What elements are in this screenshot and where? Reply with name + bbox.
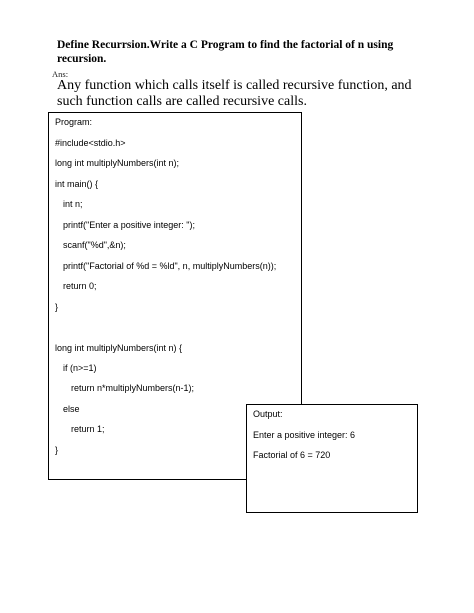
code-line-prototype: long int multiplyNumbers(int n); [55,158,180,168]
answer-text: Any function which calls itself is called recursive function, and such function calls are called recursive calls. [57,78,412,109]
output-title: Output: [253,409,283,419]
code-line-function-def: long int multiplyNumbers(int n) { [55,343,183,353]
code-line-scanf: scanf("%d",&n); [63,240,126,250]
code-line-if: if (n>=1) [63,363,97,373]
question-heading: Define Recurrsion.Write a C Program to find the factorial of n using recursion. [57,39,394,65]
program-title: Program: [55,117,93,127]
output-box [246,404,418,513]
code-line-printf-prompt: printf("Enter a positive integer: "); [63,220,195,230]
answer-label: Ans: [52,69,69,79]
code-line-printf-result: printf("Factorial of %d = %ld", n, multiplyNumbers(n)); [63,261,277,271]
output-line-prompt: Enter a positive integer: 6 [253,430,356,440]
code-line-else: else [63,404,80,414]
code-line-close-main: } [55,302,59,312]
output-line-result: Factorial of 6 = 720 [253,450,331,460]
code-line-include: #include<stdio.h> [55,138,126,148]
code-line-return-main: return 0; [63,281,97,291]
code-line-return-one: return 1; [71,424,105,434]
code-line-close-function: } [55,445,59,455]
code-line-return-recursive: return n*multiplyNumbers(n-1); [71,383,195,393]
code-line-declare: int n; [63,199,83,209]
code-line-main: int main() { [55,179,99,189]
